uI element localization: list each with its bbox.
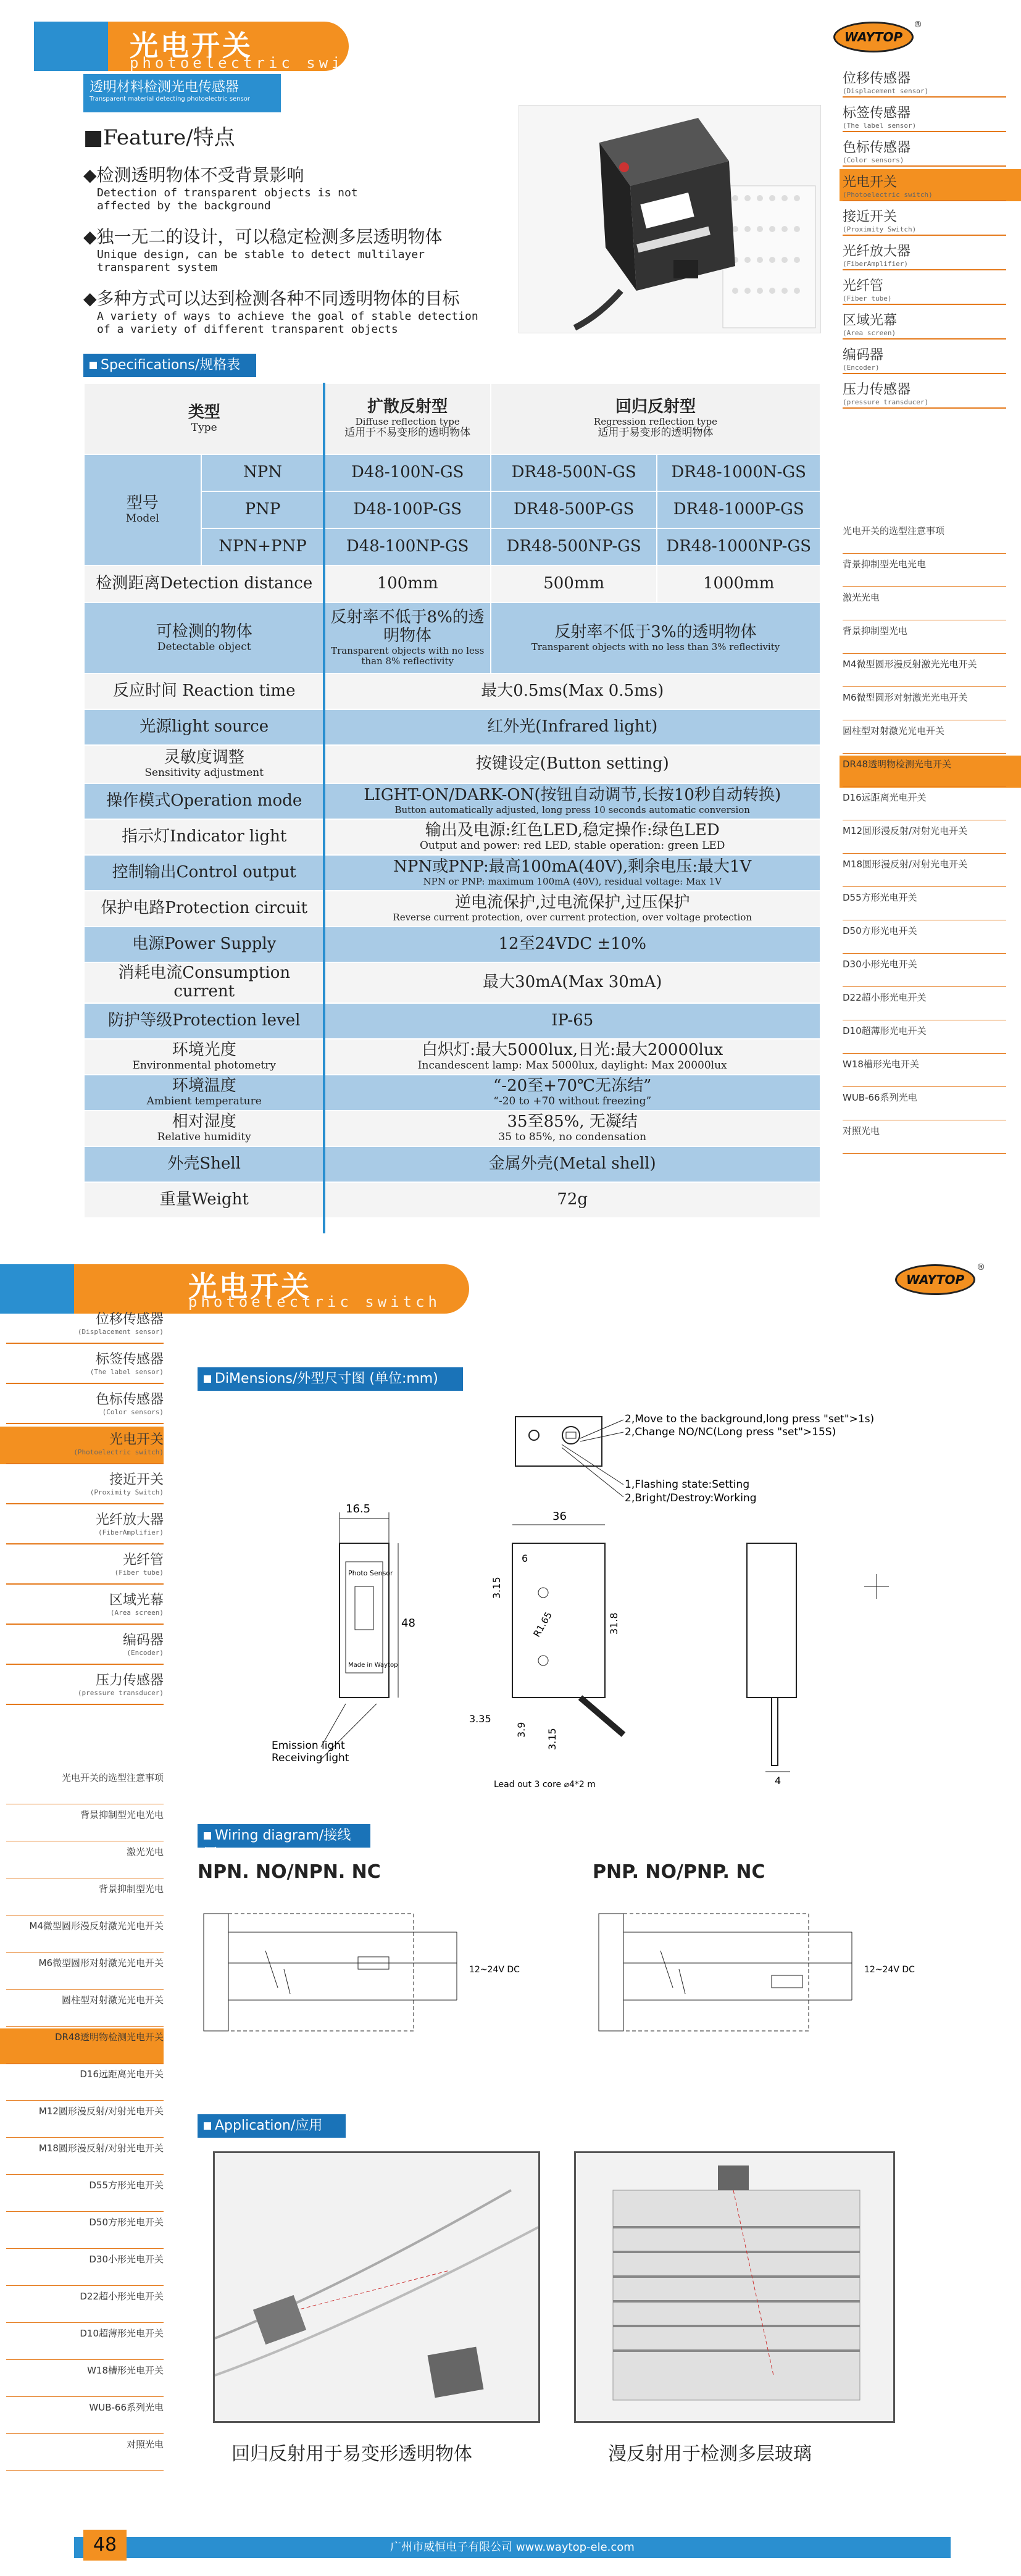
pnp-title: PNP. NO/PNP. NC (593, 1861, 765, 1883)
nav-item[interactable] (6, 1309, 164, 1336)
nav-divider (6, 2359, 164, 2360)
dim-label-photo: Photo Sensor (348, 1569, 393, 1577)
nav-item-label: 标签传感器 (843, 106, 911, 121)
nav-divider (6, 2470, 164, 2471)
spec-cell: D48-100N-GS (324, 454, 490, 491)
nav-divider (6, 1383, 164, 1384)
spec-cell: 逆电流保护,过电流保护,过压保护 Reverse current protection, over current protection, over voltage protection (324, 891, 820, 927)
nav-sub-item[interactable]: D10超薄形光电开关 (843, 1025, 927, 1036)
spec-cell: NPN或PNP:最高100mA(40V),剩余电压:最大1V NPN or PNP: maximum 100mA (40V), residual voltage: Max 1V (324, 855, 820, 891)
product-tag-en: Transparent material detecting photoelectric sensor (90, 96, 250, 102)
dim-label: 6 (522, 1553, 528, 1564)
page-subtitle: photoelectric switch (188, 1293, 441, 1311)
dim-note: 2,Change NO/NC(Long press "set">15S) (625, 1426, 836, 1438)
page-number (83, 2530, 127, 2561)
dimension-drawing-svg (198, 1401, 926, 1796)
nav-sub-item[interactable]: D50方形光电开关 (89, 2217, 164, 2228)
spec-row-label: 环境温度 Ambient temperature (84, 1075, 324, 1111)
spec-row-label: 指示灯Indicator light (84, 819, 324, 855)
nav-item[interactable] (6, 1429, 164, 1456)
page-subtitle: photoelectric switch (130, 54, 382, 72)
dim-label: 36 (552, 1510, 567, 1523)
dim-label: 3.9 (515, 1722, 527, 1738)
nav-divider (6, 2433, 164, 2434)
nav-divider (6, 1503, 164, 1504)
nav-divider (843, 853, 1006, 854)
registered-mark: ® (914, 20, 922, 30)
nav-sub-item[interactable]: WUB-66系列光电 (843, 1092, 917, 1103)
nav-sub-item[interactable]: D55方形光电开关 (89, 2180, 164, 2191)
nav-item-sublabel: (Displacement sensor) (843, 87, 929, 95)
dim-note: 2,Move to the background,long press "set">1s) (625, 1413, 875, 1425)
dim-label: R1.65 (531, 1610, 554, 1639)
feature-item (83, 285, 503, 336)
nav-divider (6, 2026, 164, 2027)
header-accent-left (0, 1264, 74, 1314)
pnp-wiring-diagram (593, 1895, 938, 2062)
spec-row-label: 可检测的物体 Detectable object (84, 602, 324, 673)
dim-label: 3.15 (546, 1728, 558, 1750)
nav-sub-item[interactable]: 对照光电 (843, 1125, 880, 1136)
nav-divider (843, 96, 1006, 98)
spec-row-label: 检测距离Detection distance (84, 565, 324, 602)
spec-row-label: 重量Weight (84, 1182, 324, 1218)
page-title: 光电开关 (130, 29, 253, 62)
waytop-logo: WAYTOP (895, 1264, 975, 1295)
spec-cell: LIGHT-ON/DARK-ON(按钮自动调节,长按10秒自动转换) Button automatically adjusted, long press 10 seconds automatic conversion (324, 783, 820, 819)
nav-item-label: 接近开关 (109, 1472, 164, 1488)
nav-divider (6, 2396, 164, 2397)
dim-label: 3.35 (469, 1713, 491, 1725)
nav-sub-item[interactable]: 激光光电 (126, 1846, 164, 1857)
spec-row-label: 相对湿度 Relative humidity (84, 1111, 324, 1146)
nav-item-sublabel: (Photoelectric switch) (73, 1448, 164, 1456)
nav-divider (6, 2100, 164, 2101)
spec-row-label: 反应时间 Reaction time (84, 673, 324, 709)
nav-sub-item[interactable]: D30小形光电开关 (843, 959, 917, 970)
nav-divider (6, 2174, 164, 2175)
wiring-voltage: 12~24V DC (864, 1965, 915, 1975)
dim-note: 1,Flashing state:Setting (625, 1478, 750, 1491)
spec-table (83, 383, 821, 1219)
nav-divider (6, 2137, 164, 2138)
nav-divider (843, 304, 1006, 305)
pnp-wiring-svg (593, 1895, 938, 2062)
feature-cn: ◆检测透明物体不受背景影响 (83, 165, 304, 185)
nav-divider (6, 1952, 164, 1953)
nav-sub-item[interactable]: WUB-66系列光电 (89, 2402, 164, 2413)
nav-item-sublabel: (The label sensor) (90, 1368, 164, 1376)
nav-divider (6, 1343, 164, 1344)
spec-cell: 最大30mA(Max 30mA) (324, 962, 820, 1003)
spec-cell: 白炽灯:最大5000lux,日光:最大20000lux Incandescent lamp: Max 5000lux, daylight: Max 20000lux (324, 1039, 820, 1075)
nav-item-sublabel: (Displacement sensor) (77, 1328, 164, 1336)
nav-item-sublabel: (FiberAmplifier) (843, 260, 908, 268)
nav-sub-item[interactable]: M6微型圆形对射激光光电开关 (843, 692, 968, 703)
nav-sub-item[interactable]: D55方形光电开关 (843, 892, 917, 903)
nav-item[interactable] (843, 137, 997, 164)
nav-item[interactable] (6, 1349, 164, 1376)
spec-diffuse-header: 扩散反射型 Diffuse reflection type 适用于不易变形的透明物体 (324, 383, 490, 454)
nav-sub-item[interactable]: D30小形光电开关 (89, 2254, 164, 2265)
nav-item-sublabel: (pressure transducer) (77, 1689, 164, 1697)
nav-item-sublabel: (Fiber tube) (114, 1569, 164, 1577)
nav-divider (843, 269, 1006, 270)
nav-item[interactable] (6, 1630, 164, 1657)
nav-sub-item[interactable]: 光电开关的选型注意事项 (843, 525, 945, 536)
product-photo (519, 105, 821, 333)
nav-item[interactable] (843, 206, 997, 233)
application-section-tag: Application/应用 (198, 2114, 346, 2138)
application-image-2 (574, 2151, 895, 2423)
nav-item-sublabel: (Photoelectric switch) (843, 191, 933, 199)
app2-illustration-icon (576, 2153, 893, 2421)
nav-item[interactable] (6, 1670, 164, 1697)
spec-model-label: 型号 Model (84, 454, 201, 565)
nav-item-label: 光纤管 (122, 1553, 164, 1568)
nav-sub-item[interactable]: 背景抑制型光电 (843, 625, 908, 636)
spec-type-header: 类型 Type (84, 383, 324, 454)
spec-pnp-label: PNP (201, 491, 325, 528)
nav-divider (843, 165, 1006, 167)
nav-divider (843, 686, 1006, 687)
spec-regress-header: 回归反射型 Regression reflection type 适用于易变形的透明物体 (491, 383, 820, 454)
feature-cn: ◆独一无二的设计，可以稳定检测多层透明物体 (83, 227, 443, 247)
spec-row-label: 外壳Shell (84, 1146, 324, 1182)
spec-npn-label: NPN (201, 454, 325, 491)
nav-item-label: 区域光幕 (109, 1593, 164, 1608)
application-caption-2: 漫反射用于检测多层玻璃 (608, 2443, 812, 2465)
spec-cell: 反射率不低于3%的透明物体 Transparent objects with no less than 3% reflectivity (491, 602, 820, 673)
spec-cell: D48-100NP-GS (324, 528, 490, 565)
nav-item-label: 接近开关 (843, 209, 898, 225)
nav-divider (843, 373, 1006, 374)
nav-divider (6, 1989, 164, 1990)
spec-cell: D48-100P-GS (324, 491, 490, 528)
nav-item-label: 色标传感器 (843, 140, 911, 156)
nav-item-label: 光纤放大器 (843, 244, 911, 259)
application-caption-1: 回归反射用于易变形透明物体 (231, 2443, 472, 2465)
nav-divider (843, 338, 1006, 340)
nav-divider (843, 553, 1006, 554)
nav-sub-item[interactable]: M4微型圆形漫反射激光光电开关 (29, 1920, 164, 1932)
nav-item[interactable] (843, 379, 997, 406)
registered-mark: ® (977, 1262, 985, 1272)
dim-label: 3.15 (491, 1577, 502, 1599)
spec-row-label: 消耗电流Consumption current (84, 962, 324, 1003)
nav-item-label: 编码器 (843, 348, 884, 363)
nav-divider (6, 1624, 164, 1625)
nav-divider (6, 2063, 164, 2064)
nav-divider (843, 1153, 1006, 1154)
nav-sub-item[interactable]: W18槽形光电开关 (87, 2365, 164, 2376)
nav-divider (6, 1704, 164, 1705)
nav-item-label: 光电开关 (843, 175, 898, 190)
nav-item[interactable] (6, 1389, 164, 1416)
nav-item-sublabel: (Proximity Switch) (843, 225, 917, 233)
feature-item (83, 162, 503, 212)
nav-divider (6, 2248, 164, 2249)
spec-cell: 最大0.5ms(Max 0.5ms) (324, 673, 820, 709)
nav-item[interactable] (843, 310, 997, 337)
nav-sub-item[interactable]: 背景抑制型光电光电 (843, 559, 927, 570)
sensor-photo-icon (519, 106, 821, 333)
nav-item-label: 光电开关 (109, 1432, 164, 1448)
spec-section-tag: Specifications/规格表 (83, 354, 256, 377)
dim-label: 16.5 (346, 1503, 371, 1515)
spec-row-label: 操作模式Operation mode (84, 783, 324, 819)
nav-sub-item[interactable]: D10超薄形光电开关 (80, 2328, 164, 2339)
nav-divider (843, 886, 1006, 887)
nav-item[interactable] (843, 68, 997, 95)
nav-sub-item[interactable]: D22超小形光电开关 (843, 992, 927, 1003)
feature-list (83, 162, 503, 336)
nav-sub-item[interactable]: M12圆形漫反射/对射光电开关 (38, 2106, 164, 2117)
nav-divider (6, 2322, 164, 2323)
feature-en: Unique design, can be stable to detect multilayer transparent system (97, 248, 425, 274)
spec-row-label: 保护电路Protection circuit (84, 891, 324, 927)
spec-cell: 金属外壳(Metal shell) (324, 1146, 820, 1182)
nav-item-sublabel: (Encoder) (127, 1649, 164, 1657)
nav-item-label: 压力传感器 (843, 382, 911, 398)
dim-label-made: Made in Waytop (348, 1662, 398, 1669)
nav-divider (843, 1053, 1006, 1054)
nav-item-sublabel: (Encoder) (843, 364, 880, 372)
emission-label: Emission light (272, 1740, 345, 1752)
nav-item[interactable] (6, 1549, 164, 1577)
dim-label: 4 (775, 1775, 781, 1786)
nav-item-label: 位移传感器 (95, 1312, 164, 1327)
spec-cell: 100mm (324, 565, 490, 602)
nav-item-sublabel: (Fiber tube) (843, 294, 892, 302)
dim-lead-label: Lead out 3 core ⌀4*2 m (494, 1780, 596, 1790)
nav-sub-item[interactable]: M18圆形漫反射/对射光电开关 (843, 859, 968, 870)
nav-item-label: 编码器 (122, 1633, 164, 1648)
spec-cell: DR48-1000P-GS (657, 491, 820, 528)
nav-divider (6, 2211, 164, 2212)
spec-row-label: 环境光度 Environmental photometry (84, 1039, 324, 1075)
waytop-logo: WAYTOP (833, 22, 914, 52)
nav-item[interactable] (843, 241, 997, 268)
dim-label: 48 (401, 1617, 415, 1630)
nav-sub-item[interactable]: D16远距离光电开关 (80, 2069, 164, 2080)
nav-sub-item[interactable]: 激光光电 (843, 592, 880, 603)
footer-text: 广州市威恒电子有限公司 www.waytop-ele.com (390, 2541, 635, 2554)
nav-divider (6, 1583, 164, 1585)
nav-item-label: 位移传感器 (843, 71, 911, 86)
spec-row-label: 控制输出Control output (84, 855, 324, 891)
nav-divider (6, 1463, 164, 1464)
nav-sub-item[interactable]: 对照光电 (126, 2439, 164, 2450)
npn-wiring-diagram (198, 1895, 543, 2062)
dimension-drawing (198, 1401, 926, 1796)
nav-item-label: 光纤管 (843, 278, 884, 294)
spec-cell: 输出及电源:红色LED,稳定操作:绿色LED Output and power: red LED, stable operation: green LED (324, 819, 820, 855)
nav-sub-item[interactable]: 背景抑制型光电光电 (80, 1809, 164, 1820)
nav-divider (843, 986, 1006, 987)
nav-item-label: 光纤放大器 (95, 1512, 164, 1528)
nav-item-sublabel: (Proximity Switch) (90, 1488, 164, 1496)
nav-sub-item[interactable]: D50方形光电开关 (843, 925, 917, 936)
feature-item (83, 223, 503, 274)
nav-item-sublabel: (Area screen) (110, 1609, 164, 1617)
nav-item[interactable] (843, 275, 997, 302)
wiring-section-tag: Wiring diagram/接线图 (198, 1824, 370, 1848)
app1-illustration-icon (215, 2153, 538, 2421)
nav-item[interactable] (843, 344, 997, 372)
product-tag (83, 74, 281, 112)
nav-item[interactable] (843, 172, 997, 199)
nav-item-label: 标签传感器 (95, 1352, 164, 1367)
spec-cell: “-20至+70℃无冻结” “-20 to +70 without freezing” (324, 1075, 820, 1111)
receiving-label: Receiving light (272, 1752, 349, 1764)
feature-cn: ◆多种方式可以达到检测各种不同透明物体的目标 (83, 288, 460, 309)
nav-item-sublabel: (Color sensors) (843, 156, 904, 164)
spec-cell: DR48-1000NP-GS (657, 528, 820, 565)
nav-sub-item[interactable]: W18槽形光电开关 (843, 1059, 919, 1070)
nav-divider (6, 1423, 164, 1424)
spec-cell: DR48-1000N-GS (657, 454, 820, 491)
nav-sub-item[interactable]: DR48透明物检测光电开关 (843, 759, 952, 770)
nav-divider (843, 653, 1006, 654)
nav-divider (843, 131, 1006, 132)
nav-item-sublabel: (FiberAmplifier) (98, 1528, 164, 1536)
npn-title: NPN. NO/NPN. NC (198, 1861, 381, 1883)
nav-sub-item[interactable]: D22超小形光电开关 (80, 2291, 164, 2302)
spec-cell: 500mm (491, 565, 657, 602)
page-title: 光电开关 (188, 1270, 312, 1303)
nav-item-sublabel: (pressure transducer) (843, 398, 929, 406)
feature-en: Detection of transparent objects is not affected by the background (97, 186, 358, 212)
nav-divider (843, 200, 1006, 201)
spec-cell: 12至24VDC ±10% (324, 927, 820, 962)
nav-divider (843, 753, 1006, 754)
dimensions-section-tag: DiMensions/外型尺寸图 (单位:mm) (198, 1367, 463, 1391)
nav-sub-item[interactable]: 光电开关的选型注意事项 (61, 1772, 164, 1783)
nav-divider (843, 1086, 1006, 1087)
nav-item[interactable] (843, 102, 997, 130)
spec-cell: 反射率不低于8%的透明物体 Transparent objects with no less than 8% reflectivity (324, 602, 490, 673)
nav-item-sublabel: (The label sensor) (843, 122, 917, 130)
spec-cell: 按键设定(Button setting) (324, 745, 820, 783)
nav-item-label: 压力传感器 (95, 1673, 164, 1688)
dim-note: 2,Bright/Destroy:Working (625, 1492, 757, 1504)
footer-bar (74, 2537, 951, 2558)
spec-cell: IP-65 (324, 1003, 820, 1039)
spec-cell: 红外光(Infrared light) (324, 709, 820, 745)
nav-sub-item[interactable]: 背景抑制型光电 (98, 1883, 164, 1894)
nav-sub-item[interactable]: M4微型圆形漫反射激光光电开关 (843, 659, 977, 670)
nav-sub-item[interactable]: D16远距离光电开关 (843, 792, 927, 803)
nav-divider (6, 1543, 164, 1544)
nav-divider (843, 786, 1006, 787)
nav-item[interactable] (6, 1469, 164, 1496)
nav-divider (6, 1664, 164, 1665)
npn-wiring-svg (198, 1895, 543, 2062)
product-tag-cn: 透明材料检测光电传感器 (90, 80, 240, 95)
application-image-1 (213, 2151, 540, 2423)
nav-divider (843, 407, 1006, 409)
nav-divider (843, 235, 1006, 236)
spec-cell: 1000mm (657, 565, 820, 602)
feature-en: A variety of ways to achieve the goal of stable detection of a variety of different transparent objects (97, 310, 478, 336)
spec-cell: DR48-500P-GS (491, 491, 657, 528)
spec-npnpnp-label: NPN+PNP (201, 528, 325, 565)
spec-row-label: 防护等级Protection level (84, 1003, 324, 1039)
nav-sub-item[interactable]: M12圆形漫反射/对射光电开关 (843, 825, 968, 836)
wiring-voltage: 12~24V DC (469, 1965, 520, 1975)
nav-item-sublabel: (Color sensors) (102, 1408, 164, 1416)
page-number-text: 48 (93, 2534, 117, 2556)
spec-cell: DR48-500N-GS (491, 454, 657, 491)
nav-item[interactable] (6, 1509, 164, 1536)
table-divider (323, 383, 325, 1233)
nav-sub-item[interactable]: 圆柱型对射激光光电开关 (61, 1995, 164, 2006)
spec-row-label: 电源Power Supply (84, 927, 324, 962)
header-accent-left (34, 22, 108, 71)
nav-divider (6, 2285, 164, 2286)
nav-sub-item[interactable]: M18圆形漫反射/对射光电开关 (38, 2143, 164, 2154)
nav-divider (843, 586, 1006, 587)
feature-heading: ■Feature/特点 (83, 125, 235, 150)
nav-item-label: 色标传感器 (95, 1392, 164, 1407)
nav-sub-item[interactable]: DR48透明物检测光电开关 (54, 2032, 164, 2043)
nav-item-sublabel: (Area screen) (843, 329, 896, 337)
nav-sub-item[interactable]: M6微型圆形对射激光光电开关 (38, 1957, 164, 1969)
spec-cell: 72g (324, 1182, 820, 1218)
spec-row-label: 光源light source (84, 709, 324, 745)
spec-cell: DR48-500NP-GS (491, 528, 657, 565)
nav-item[interactable] (6, 1590, 164, 1617)
spec-cell: 35至85%, 无凝结 35 to 85%, no condensation (324, 1111, 820, 1146)
spec-row-label: 灵敏度调整 Sensitivity adjustment (84, 745, 324, 783)
dim-label: 31.8 (608, 1612, 620, 1635)
nav-item-label: 区域光幕 (843, 313, 898, 328)
nav-divider (843, 953, 1006, 954)
nav-sub-item[interactable]: 圆柱型对射激光光电开关 (843, 725, 945, 736)
